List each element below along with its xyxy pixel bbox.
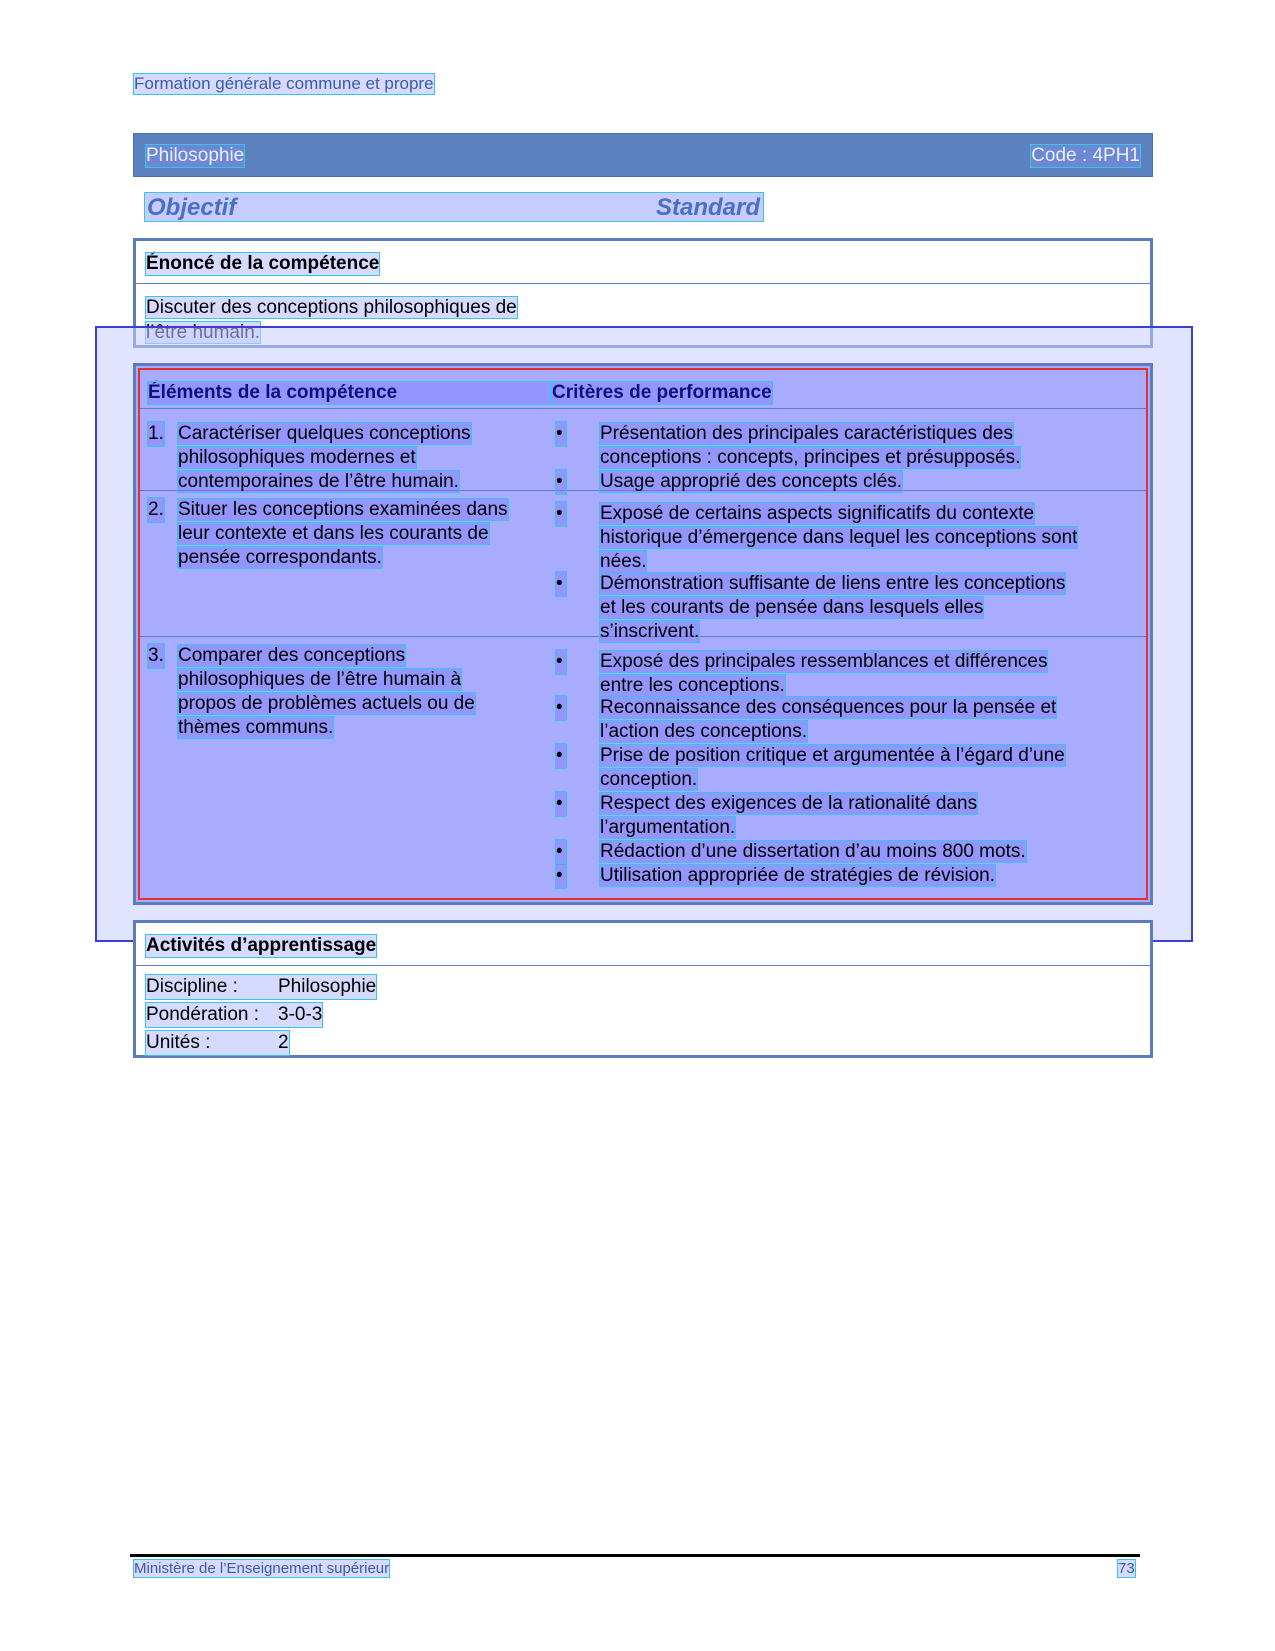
field-label: Unités :: [146, 1032, 211, 1053]
bullet-icon: •: [556, 696, 566, 720]
bullet-icon: •: [556, 864, 566, 888]
course-title-bar: [133, 133, 1153, 177]
element-line: propos de problèmes actuels ou de: [178, 693, 475, 714]
criterion-line: Reconnaissance des conséquences pour la pensée et: [600, 697, 1057, 718]
statement-line: Discuter des conceptions philosophiques de: [146, 297, 517, 318]
element-line: philosophiques de l’être humain à: [178, 669, 462, 690]
page-number: 73: [1118, 1560, 1135, 1577]
criterion-line: Présentation des principales caractéristiques des: [600, 423, 1013, 444]
criterion-line: Usage approprié des concepts clés.: [600, 471, 903, 492]
bullet-icon: •: [556, 422, 566, 446]
element-number: 3.: [148, 645, 164, 666]
bullet-icon: •: [556, 840, 566, 864]
criterion-line: historique d’émergence dans lequel les conceptions sont: [600, 527, 1078, 548]
competency-table-selection: [138, 368, 1148, 900]
bullet-icon: •: [556, 650, 566, 674]
bullet-icon: •: [556, 502, 566, 526]
element-line: pensée correspondants.: [178, 547, 382, 568]
criterion-line: s’inscrivent.: [600, 621, 700, 642]
units-field: [146, 1031, 289, 1055]
objective-label: Objectif: [147, 194, 237, 221]
criterion-line: Respect des exigences de la rationalité dans: [600, 793, 978, 814]
column-header-criteria: Critères de performance: [552, 382, 772, 403]
criterion-line: entre les conceptions.: [600, 675, 785, 696]
element-number: 1.: [148, 423, 164, 444]
criterion-line: Exposé de certains aspects significatifs du contexte: [600, 503, 1035, 524]
running-header: Formation générale commune et propre: [134, 74, 434, 93]
field-value: Philosophie: [278, 976, 377, 997]
element-line: Situer les conceptions examinées dans: [178, 499, 508, 520]
learning-activities-box: [133, 920, 1153, 1058]
standard-label: Standard: [656, 194, 761, 221]
criterion-line: l’action des conceptions.: [600, 721, 808, 742]
bullet-icon: •: [556, 470, 566, 494]
criterion-line: et les courants de pensée dans lesquels elles: [600, 597, 984, 618]
element-number: 2.: [148, 499, 164, 520]
column-header-elements: Éléments de la compétence: [148, 382, 550, 404]
criterion-line: l’argumentation.: [600, 817, 736, 838]
criterion-line: Démonstration suffisante de liens entre les conceptions: [600, 573, 1066, 594]
course-code: Code : 4PH1: [1031, 145, 1140, 166]
element-line: Comparer des conceptions: [178, 645, 406, 666]
criterion-line: Prise de position critique et argumentée à l’égard d’une: [600, 745, 1065, 766]
element-line: Caractériser quelques conceptions: [178, 423, 471, 444]
criterion-line: nées.: [600, 551, 647, 572]
element-line: thèmes communs.: [178, 717, 334, 738]
element-line: philosophiques modernes et: [178, 447, 416, 468]
element-line: leur contexte et dans les courants de: [178, 523, 489, 544]
element-line: contemporaines de l’être humain.: [178, 471, 459, 492]
criterion-line: Exposé des principales ressemblances et différences: [600, 651, 1048, 672]
footer-rule: [130, 1554, 1140, 1557]
criterion-line: conceptions : concepts, principes et présupposés.: [600, 447, 1021, 468]
field-value: 3-0-3: [278, 1004, 323, 1025]
learning-activities-title: Activités d’apprentissage: [146, 935, 377, 956]
row-divider: [140, 408, 1146, 409]
objective-standard-row: [145, 193, 763, 221]
field-label: Discipline :: [146, 976, 238, 997]
competency-table: [133, 363, 1153, 905]
bullet-icon: •: [556, 744, 566, 768]
criterion-line: Rédaction d’une dissertation d’au moins 800 mots.: [600, 841, 1026, 862]
field-value: 2: [278, 1032, 289, 1053]
bullet-icon: •: [556, 572, 566, 596]
footer-publisher: Ministère de l’Enseignement supérieur: [134, 1560, 390, 1577]
field-label: Pondération :: [146, 1004, 260, 1025]
discipline-field: [146, 975, 376, 999]
weighting-field: [146, 1003, 322, 1027]
competency-statement-header: [136, 241, 1150, 284]
criterion-line: conception.: [600, 769, 698, 790]
bullet-icon: •: [556, 792, 566, 816]
competency-statement-title: Énoncé de la compétence: [146, 253, 380, 274]
learning-activities-header: [136, 923, 1150, 966]
criterion-line: Utilisation appropriée de stratégies de révision.: [600, 865, 995, 886]
course-title: Philosophie: [146, 145, 245, 166]
